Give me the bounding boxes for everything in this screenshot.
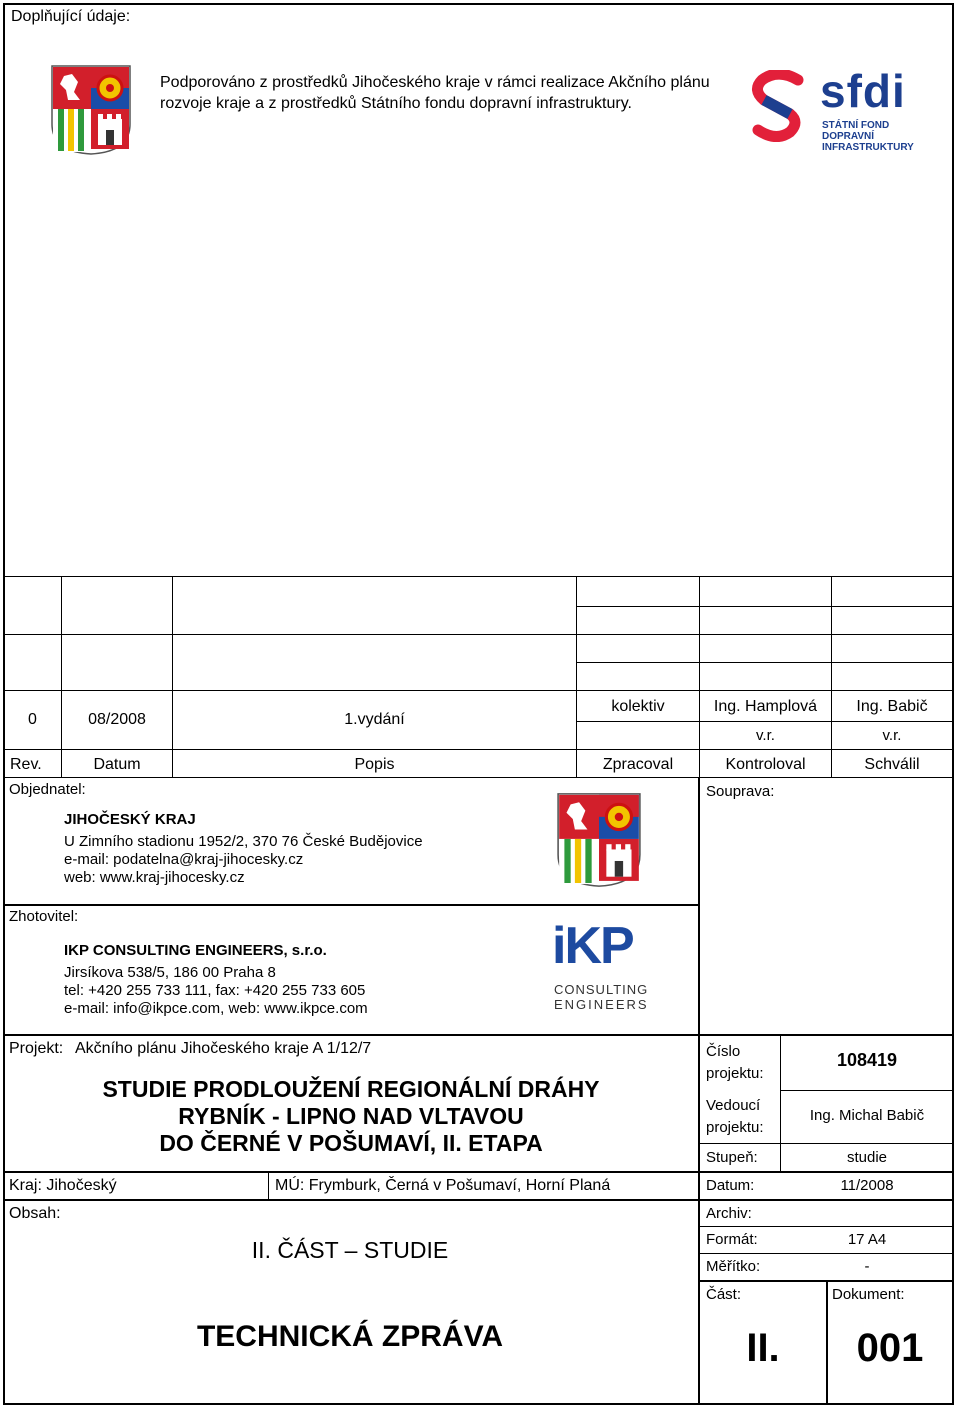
archive-label: Archiv: [706, 1205, 752, 1222]
format-value: 17 A4 [847, 1231, 887, 1248]
rev-checked: Ing. Hamplová [713, 698, 818, 715]
rev-line-7 [3, 777, 954, 778]
project-lead-line [700, 1143, 953, 1144]
content-label: Obsah: [9, 1205, 61, 1222]
project-label: Projekt: [9, 1040, 64, 1057]
project-lead-label [706, 1095, 764, 1139]
project-number-label [706, 1041, 764, 1085]
project-number: 108419 [836, 1050, 898, 1070]
frame-bottom [3, 1403, 954, 1405]
support-line-1: Podporováno z prostředků Jihočeského kraje v rámci realizace Akčního plánu [160, 74, 710, 91]
rev-date: 08/2008 [88, 711, 146, 728]
sfdi-wordmark: sfdi [820, 65, 906, 117]
contractor-email: e-mail: info@ikpce.com, web: www.ikpce.com [64, 1000, 368, 1017]
contractor-name: IKP CONSULTING ENGINEERS, s.r.o. [64, 942, 327, 959]
rev-line-4 [3, 690, 954, 691]
part-value: II. [746, 1326, 780, 1370]
rev-line-2 [3, 634, 954, 635]
ikp-subtitle-2: ENGINEERS [554, 997, 649, 1012]
frame-left [3, 3, 5, 1405]
project-title-3: DO ČERNÉ V POŠUMAVÍ, II. ETAPA [159, 1130, 543, 1156]
rev-line-3 [576, 662, 953, 663]
rev-header-date: Datum [93, 756, 141, 773]
content-part-title: II. ČÁST – STUDIE [251, 1237, 449, 1263]
project-stage: studie [846, 1149, 888, 1166]
project-program: Akčního plánu Jihočeského kraje A 1/12/7 [75, 1040, 372, 1057]
client-email: e-mail: podatelna@kraj-jihocesky.cz [64, 851, 304, 868]
project-lead-label-2: projektu: [706, 1119, 764, 1136]
client-divider [698, 777, 700, 1035]
rev-approved-vr: v.r. [882, 727, 902, 744]
support-text [160, 72, 710, 114]
coat-of-arms-logo [50, 64, 132, 156]
project-lead-label-1: Vedoucí [706, 1097, 761, 1114]
rev-col-2 [172, 576, 173, 777]
contractor-contact [64, 964, 368, 1018]
rev-number: 0 [28, 711, 37, 728]
rev-line-1 [576, 606, 953, 607]
rev-col-3 [576, 576, 577, 777]
rev-description: 1.vydání [344, 711, 405, 728]
set-label: Souprava: [706, 783, 775, 800]
project-number-line [780, 1090, 953, 1091]
region-kraj: Kraj: Jihočeský [9, 1177, 117, 1194]
sfdi-subtitle-2: INFRASTRUKTURY [822, 142, 914, 153]
document-value: 001 [856, 1326, 924, 1370]
rev-header-checked: Kontroloval [725, 756, 806, 773]
ikp-logo [552, 917, 649, 1020]
additional-info-label: Doplňující údaje: [11, 8, 131, 25]
rev-approved: Ing. Babič [856, 698, 928, 715]
contractor-phone: tel: +420 255 733 111, fax: +420 255 733 605 [64, 982, 366, 999]
sfdi-logo [750, 65, 940, 153]
part-label: Část: [706, 1286, 742, 1303]
rev-header-rev: Rev. [10, 756, 42, 773]
rev-prepared: kolektiv [611, 698, 665, 715]
rev-line-5 [576, 721, 953, 722]
rev-header-prepared: Zpracoval [602, 756, 674, 773]
ikp-subtitle [554, 982, 649, 1012]
project-title [40, 1076, 662, 1157]
client-web: web: www.kraj-jihocesky.cz [64, 869, 245, 886]
rev-header-approved: Schválil [864, 756, 920, 773]
scale-label: Měřítko: [706, 1258, 761, 1275]
project-bottom-line [3, 1171, 954, 1173]
frame-top [3, 3, 954, 5]
region-date-label: Datum: [706, 1177, 755, 1194]
project-number-label-2: projektu: [706, 1065, 764, 1082]
client-address: U Zimního stadionu 1952/2, 370 76 České Budějovice [64, 833, 423, 850]
content-doc-title: TECHNICKÁ ZPRÁVA [196, 1320, 504, 1353]
support-line-2: rozvoje kraje a z prostředků Státního fondu dopravní infrastruktury. [160, 95, 632, 112]
client-contractor-line [3, 904, 700, 906]
rev-line-top [3, 576, 954, 577]
archive-line [700, 1226, 953, 1227]
format-line [700, 1253, 953, 1254]
project-title-2: RYBNÍK - LIPNO NAD VLTAVOU [178, 1103, 524, 1129]
rev-line-6 [3, 749, 954, 750]
rev-col-1 [61, 576, 62, 777]
sfdi-subtitle [822, 120, 940, 153]
project-number-label-1: Číslo [706, 1043, 741, 1060]
client-name: JIHOČESKÝ KRAJ [64, 811, 196, 828]
project-lead: Ing. Michal Babič [809, 1107, 925, 1124]
client-label: Objednatel: [9, 781, 86, 798]
region-bottom-line [3, 1199, 954, 1201]
contractor-bottom-line [3, 1034, 954, 1036]
contractor-label: Zhotovitel: [9, 908, 79, 925]
client-coat-of-arms [556, 790, 642, 890]
rev-col-4 [699, 576, 700, 777]
contractor-address: Jirsíkova 538/5, 186 00 Praha 8 [64, 964, 276, 981]
rev-checked-vr: v.r. [756, 727, 775, 744]
project-stage-label: Stupeň: [706, 1149, 758, 1166]
document-label: Dokument: [832, 1286, 905, 1303]
ikp-subtitle-1: CONSULTING [554, 982, 649, 997]
rev-header-description: Popis [354, 756, 395, 773]
scale-value: - [864, 1258, 870, 1275]
project-title-1: STUDIE PRODLOUŽENÍ REGIONÁLNÍ DRÁHY [102, 1076, 600, 1102]
client-contact [64, 833, 423, 887]
ikp-wordmark: iKP [552, 917, 633, 975]
format-label: Formát: [706, 1231, 758, 1248]
region-divider [268, 1172, 269, 1200]
region-date: 11/2008 [840, 1177, 894, 1194]
frame-right [952, 3, 954, 1405]
region-mu: MÚ: Frymburk, Černá v Pošumaví, Horní Planá [275, 1177, 611, 1194]
sfdi-subtitle-1: STÁTNÍ FOND DOPRAVNÍ [822, 120, 890, 142]
rev-col-5 [831, 576, 832, 777]
sfdi-s-icon [750, 70, 806, 142]
